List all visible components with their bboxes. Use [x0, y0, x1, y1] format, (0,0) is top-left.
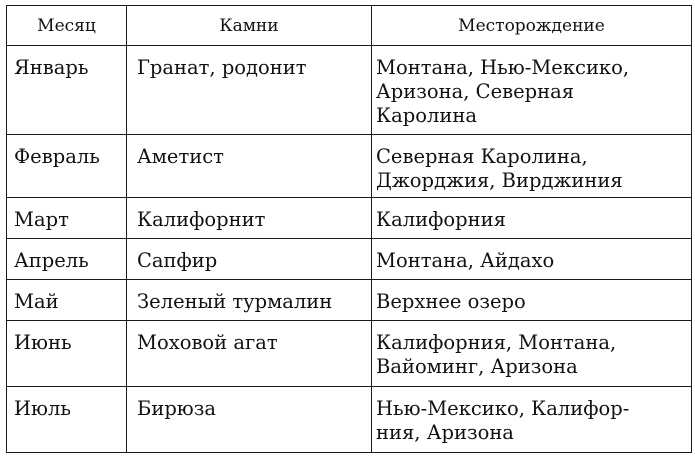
stones-cell: Бирюза: [127, 387, 372, 453]
deposit-line: Джорджия, Вирджиния: [376, 169, 623, 192]
month-cell: Январь: [7, 46, 127, 135]
month-cell: Апрель: [7, 239, 127, 280]
header-deposit: Месторождение: [372, 6, 692, 46]
header-stones: Камни: [127, 6, 372, 46]
deposit-cell: [372, 387, 692, 453]
stones-cell: Сапфир: [127, 239, 372, 280]
deposit-line: Монтана, Нью-Мексико,: [376, 56, 630, 79]
deposit-cell: [372, 135, 692, 198]
deposit-line: Калифорния, Монтана,: [376, 331, 617, 354]
table-row: [7, 280, 692, 321]
deposit-cell: [372, 321, 692, 387]
deposit-line: Нью-Мексико, Калифор-: [376, 397, 630, 420]
table-row: [7, 198, 692, 239]
gemstones-table: [6, 5, 692, 453]
deposit-line: ния, Аризона: [376, 421, 514, 444]
deposit-line: Вайоминг, Аризона: [376, 355, 578, 378]
table-header-row: [7, 6, 692, 46]
table-row: [7, 321, 692, 387]
month-cell: Июль: [7, 387, 127, 453]
stones-cell: Гранат, родонит: [127, 46, 372, 135]
deposit-line: Калифорния: [376, 208, 506, 231]
deposit-cell: [372, 280, 692, 321]
month-cell: Март: [7, 198, 127, 239]
stones-cell: Аметист: [127, 135, 372, 198]
stones-cell: Моховой агат: [127, 321, 372, 387]
deposit-cell: [372, 198, 692, 239]
deposit-line: Аризона, Северная: [376, 80, 575, 103]
month-cell: Июнь: [7, 321, 127, 387]
stones-cell: Калифорнит: [127, 198, 372, 239]
table-row: [7, 46, 692, 135]
month-cell: Май: [7, 280, 127, 321]
table-row: [7, 387, 692, 453]
deposit-line: Монтана, Айдахо: [376, 249, 555, 272]
deposit-line: Северная Каролина,: [376, 145, 588, 168]
month-cell: Февраль: [7, 135, 127, 198]
deposit-line: Верхнее озеро: [376, 290, 526, 313]
deposit-cell: [372, 46, 692, 135]
deposit-cell: [372, 239, 692, 280]
table-row: [7, 239, 692, 280]
header-month: Месяц: [7, 6, 127, 46]
stones-cell: Зеленый турмалин: [127, 280, 372, 321]
deposit-line: Каролина: [376, 104, 477, 127]
table-row: [7, 135, 692, 198]
